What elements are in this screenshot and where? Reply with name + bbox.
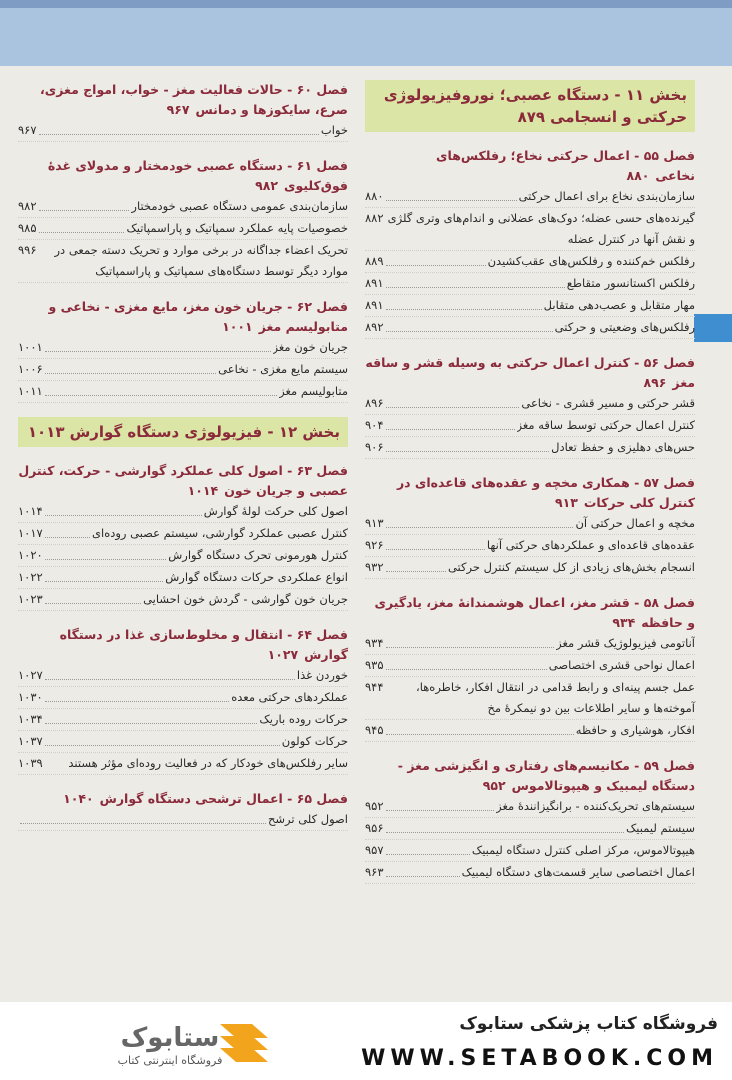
entry-title: سیستم لیمبیک [626,821,695,835]
toc-left-column [18,66,348,831]
entry-title: حرکات کولون [281,734,348,748]
part-title: بخش ۱۱ - دستگاه عصبی؛ نوروفیزیولوژی حرکتی و انسجامی [383,86,687,126]
entry-title: اعمال نواحی قشری اختصاصی [548,658,695,672]
part-page: ۸۷۹ [517,108,546,126]
chapter-page: ۱۰۱۴ [187,483,219,498]
toc-entry[interactable] [365,295,695,317]
leader-dots [386,796,495,811]
part-title: بخش ۱۲ - فیزیولوژی دستگاه گوارش [69,423,340,441]
chapter-block [18,625,348,775]
toc-entry[interactable] [365,796,695,818]
entry-title: خواب [320,123,348,137]
chapter-title[interactable] [365,146,695,186]
leader-dots [45,337,271,352]
chapter-title[interactable] [365,756,695,796]
entry-title: سازمان‌بندی عمومی دستگاه عصبی خودمختار [131,199,348,213]
chapter-page: ۹۸۲ [255,178,279,193]
entry-page: ۹۰۴ [365,418,384,432]
entry-page: ۱۰۱۱ [18,384,43,398]
toc-entry[interactable] [365,317,695,339]
chapter-page: ۹۳۴ [612,615,636,630]
chapter-title-text: فصل ۵۵ - اعمال حرکتی نخاع؛ رفلکس‌های نخاعی [436,148,695,183]
entry-title: کنترل اعمال حرکتی توسط ساقه مغز [516,418,695,432]
leader-dots [386,186,517,201]
left-chapters-a [18,80,348,403]
entry-page: ۹۳۲ [365,560,384,574]
entry-title: سیستم مایع مغزی - نخاعی [218,362,348,376]
chapter-page: ۹۶۷ [166,102,190,117]
leader-dots [386,655,547,670]
entry-title: آناتومی فیزیولوژیک قشر مغز [556,636,695,650]
leader-dots [45,501,202,516]
entry-title: جریان خون گوارشی - گردش خون احشایی [143,592,348,606]
entry-title: عمل جسم پینه‌ای و رابط قدامی در انتقال افکار، خاطره‌ها، آموخته‌ها و سایر اطلاعات بین دو نیمکرهٔ مخ [416,680,695,715]
entry-title: سازمان‌بندی نخاع برای اعمال حرکتی [518,189,695,203]
entry-title: حس‌های دهلیزی و حفظ تعادل [551,440,695,454]
toc-entry[interactable] [18,523,348,545]
toc-entry[interactable] [18,218,348,240]
toc-entry[interactable] [18,381,348,403]
chapter-title-text: فصل ۵۷ - همکاری مخچه و عقده‌های قاعده‌ای در کنترل کلی حرکات [396,475,695,510]
leader-dots [39,218,125,233]
entry-title: خصوصیات پایه عملکرد سمپاتیک و پاراسمپاتیک [126,221,348,235]
chapter-title-text: فصل ۵۹ - مکانیسم‌های رفتاری و انگیزشی مغز - دستگاه لیمبیک و هیپوتالاموس [397,758,695,793]
toc-entry[interactable] [18,589,348,611]
toc-entry[interactable] [18,687,348,709]
toc-entry[interactable] [18,359,348,381]
chapter-block [365,756,695,884]
toc-entry[interactable] [365,557,695,579]
toc-entry[interactable] [365,415,695,437]
entry-page: ۹۲۶ [365,538,384,552]
chapter-title-text: فصل ۶۰ - حالات فعالیت مغز - خواب، امواج مغزی، صرع، سایکوزها و دمانس [40,82,348,117]
entry-title: کنترل هورمونی تحرک دستگاه گوارش [168,548,348,562]
chapter-page: ۹۵۲ [482,778,506,793]
entry-title: رفلکس خم‌کننده و رفلکس‌های عقب‌کشیدن [487,254,695,268]
entry-title: اعمال اختصاصی سایر قسمت‌های دستگاه لیمبیک [461,865,695,879]
part-11-heading [365,80,695,132]
right-chapters [365,146,695,884]
toc-entry[interactable] [18,709,348,731]
leader-dots [45,589,141,604]
entry-page: ۱۰۲۷ [18,668,43,682]
leader-dots [386,818,624,833]
chapter-title-text: فصل ۶۳ - اصول کلی عملکرد گوارشی - حرکت، کنترل عصبی و جریان خون [18,463,348,498]
entry-page: ۸۹۲ [365,320,384,334]
toc-entry[interactable] [365,208,695,251]
leader-dots [45,665,295,680]
part-12-heading [18,417,348,447]
entry-title: عملکردهای حرکتی معده [231,690,348,704]
toc-entry[interactable] [365,655,695,677]
entry-page: ۹۸۵ [18,221,37,235]
chapter-title[interactable] [18,789,348,809]
toc-entry[interactable] [365,677,695,720]
leader-dots [386,295,542,310]
toc-entry[interactable] [365,186,695,208]
chapter-title[interactable] [18,156,348,196]
leader-dots [45,731,280,746]
entry-title: خوردن غذا [296,668,348,682]
entry-title: افکار، هوشیاری و حافظه [575,723,695,737]
entry-page: ۹۵۶ [365,821,384,835]
chapter-title[interactable] [18,625,348,665]
chapter-title[interactable] [18,461,348,501]
entry-page: ۱۰۰۱ [18,340,43,354]
chapter-title-text: فصل ۶۱ - دستگاه عصبی خودمختار و مدولای غدهٔ فوق‌کلیوی [47,158,348,193]
toc-entry[interactable] [18,665,348,687]
leader-dots [45,381,277,396]
page-edge-tab [694,314,732,342]
logo-subtext: فروشگاه اینترنتی کتاب [117,1054,223,1067]
entry-title: مخچه و اعمال حرکتی آن [575,516,695,530]
toc-entry[interactable] [365,818,695,840]
entry-title: تحریک اعضاء جداگانه در برخی موارد و تحریک دسته جمعی در موارد دیگر توسط دستگاه‌های سمپاتیک و پاراسمپاتیک [54,243,348,278]
entry-page: ۸۹۱ [365,298,384,312]
entry-title: عقده‌های قاعده‌ای و عملکردهای حرکتی آنها [486,538,695,552]
entry-title: سیستم‌های تحریک‌کننده - برانگیزانندهٔ مغز [496,799,695,813]
chapter-block [365,353,695,459]
toc-entry[interactable] [365,633,695,655]
entry-page: ۱۰۳۴ [18,712,43,726]
entry-page: ۸۹۱ [365,276,384,290]
entry-title: کنترل عصبی عملکرد گوارشی، سیستم عصبی روده‌ای [92,526,348,540]
chapter-block [18,461,348,611]
chapter-page: ۱۰۲۷ [267,647,299,662]
chapter-page: ۸۹۶ [643,375,667,390]
leader-dots [386,415,515,430]
chapter-title[interactable] [18,297,348,337]
chapter-block [365,146,695,339]
page-header-band [0,0,732,66]
leader-dots [386,273,565,288]
entry-title: مهار متقابل و عصب‌دهی متقابل [543,298,695,312]
leader-dots [39,196,130,211]
chapter-title[interactable] [365,593,695,633]
entry-page: ۱۰۲۲ [18,570,43,584]
chapter-title-text: فصل ۵۸ - قشر مغز، اعمال هوشمندانهٔ مغز، یادگیری و حافظه [374,595,695,630]
entry-page: ۸۸۹ [365,254,384,268]
chapter-title-text: فصل ۶۵ - اعمال ترشحی دستگاه گوارش [99,791,348,806]
leader-dots [386,840,470,855]
entry-page: ۱۰۰۶ [18,362,43,376]
leader-dots [45,545,167,560]
entry-title: هیپوتالاموس، مرکز اصلی کنترل دستگاه لیمبیک [471,843,695,857]
chapter-block [18,80,348,142]
toc-entry[interactable] [365,393,695,415]
entry-title: انسجام بخش‌های زیادی از کل سیستم کنترل حرکتی [447,560,695,574]
chapter-title-text: فصل ۵۶ - کنترل اعمال حرکتی به وسیله قشر و ساقه مغز [365,355,695,390]
entry-page: ۹۴۴ [365,680,384,694]
entry-page: ۸۹۶ [365,396,384,410]
header-strip [0,0,732,8]
leader-dots [45,359,216,374]
toc-entry[interactable] [18,567,348,589]
toc-entry[interactable] [18,501,348,523]
entry-title: جریان خون مغز [272,340,348,354]
left-chapters-b [18,461,348,831]
chapter-block [18,789,348,831]
chapter-block [18,297,348,403]
entry-page: ۹۳۵ [365,658,384,672]
toc-entry[interactable] [18,731,348,753]
entry-page: ۹۴۵ [365,723,384,737]
leader-dots [45,709,258,724]
entry-page: ۹۰۶ [365,440,384,454]
entry-page: ۹۶۷ [18,123,37,137]
setabook-logo [20,1014,290,1070]
leader-dots [45,687,230,702]
toc-entry[interactable] [18,240,348,283]
toc-entry[interactable] [365,535,695,557]
chapter-page: ۸۸۰ [626,168,650,183]
leader-dots [386,317,553,332]
chapter-page: ۹۱۳ [554,495,578,510]
entry-title: اصول کلی ترشح [267,812,348,826]
leader-dots [39,120,319,135]
toc-entry[interactable] [365,437,695,459]
entry-page: ۹۳۴ [365,636,384,650]
entry-page: ۱۰۳۹ [18,756,43,770]
chapter-page: ۱۰۴۰ [63,791,94,806]
leader-dots [386,862,460,877]
footer-banner [0,1002,732,1080]
toc-entry[interactable] [18,809,348,831]
leader-dots [20,809,266,824]
entry-page: ۹۵۷ [365,843,384,857]
toc-entry[interactable] [18,753,348,775]
chapter-title-text: فصل ۶۲ - جریان خون مغز، مایع مغزی - نخاعی و متابولیسم مغز [48,299,348,334]
chapter-block [18,156,348,283]
chapter-title[interactable] [18,80,348,120]
leader-dots [386,535,485,550]
entry-page: ۱۰۳۷ [18,734,43,748]
entry-page: ۱۰۳۰ [18,690,43,704]
toc-entry[interactable] [18,120,348,142]
entry-page: ۱۰۱۴ [18,504,43,518]
entry-page: ۱۰۲۰ [18,548,43,562]
toc-entry[interactable] [18,196,348,218]
leader-dots [386,633,555,648]
toc-entry[interactable] [18,337,348,359]
part-page: ۱۰۱۳ [27,423,65,441]
leader-dots [386,251,486,266]
entry-title: سایر رفلکس‌های خودکار که در فعالیت روده‌ای مؤثر هستند [68,756,348,770]
entry-title: قشر حرکتی و مسیر قشری - نخاعی [521,396,695,410]
entry-page: ۱۰۱۷ [18,526,43,540]
entry-page: ۹۵۲ [365,799,384,813]
toc-entry[interactable] [365,840,695,862]
chapter-title-text: فصل ۶۴ - انتقال و مخلوط‌سازی غذا در دستگاه گوارش [59,627,348,662]
entry-title: متابولیسم مغز [279,384,348,398]
toc-entry[interactable] [365,273,695,295]
store-name: فروشگاه کتاب پزشکی ستابوک [459,1014,718,1034]
entry-page: ۸۸۲ [365,211,384,225]
chapter-block [365,593,695,742]
toc-entry[interactable] [18,545,348,567]
entry-page: ۹۶۳ [365,865,384,879]
entry-page: ۹۸۲ [18,199,37,213]
logo-text: ستابوک [120,1023,220,1053]
leader-dots [386,393,520,408]
entry-title: اصول کلی حرکت لولهٔ گوارش [203,504,348,518]
entry-title: انواع عملکردی حرکات دستگاه گوارش [165,570,348,584]
leader-dots [386,720,574,735]
leader-dots [386,437,550,452]
toc-entry[interactable] [365,251,695,273]
chapter-title[interactable] [365,353,695,393]
entry-title: حرکات روده باریک [259,712,348,726]
entry-title: رفلکس‌های وضعیتی و حرکتی [554,320,695,334]
chapter-block [365,473,695,579]
entry-page: ۱۰۲۳ [18,592,43,606]
entry-page: ۸۸۰ [365,189,384,203]
toc-entry[interactable] [365,720,695,742]
entry-page: ۹۱۳ [365,516,384,530]
leader-dots [45,523,90,538]
toc-entry[interactable] [365,513,695,535]
leader-dots [45,567,164,582]
chapter-page: ۱۰۰۱ [222,319,253,334]
leader-dots [386,513,574,528]
toc-right-column [365,66,695,884]
toc-entry[interactable] [365,862,695,884]
entry-title: گیرنده‌های حسی عضله؛ دوک‌های عضلانی و اندام‌های وتری گلژی و نقش آنها در کنترل عضله [387,211,695,246]
chapter-title[interactable] [365,473,695,513]
website-link[interactable]: WWW.SETABOOK.COM [361,1046,718,1071]
entry-title: رفلکس اکستانسور متقاطع [566,276,695,290]
leader-dots [386,557,446,572]
entry-page: ۹۹۶ [18,243,37,257]
